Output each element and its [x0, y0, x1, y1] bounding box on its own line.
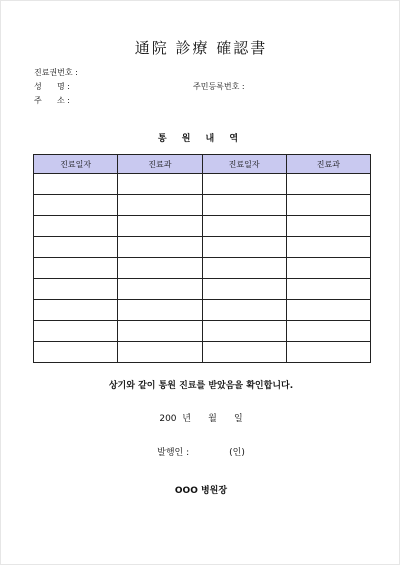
table-cell [34, 195, 118, 216]
issue-date-line: 200 년 월 일 [159, 414, 243, 424]
table-cell [202, 216, 286, 237]
table-header-row [34, 155, 371, 174]
table-cell [202, 195, 286, 216]
table-row [34, 258, 371, 279]
table-row [34, 279, 371, 300]
issuer-line: 발행인 : (인) [157, 448, 245, 458]
table-cell [34, 174, 118, 195]
table-cell [34, 237, 118, 258]
table-cell [118, 321, 202, 342]
visit-history-title: 통 원 내 역 [157, 134, 245, 144]
table-cell [34, 300, 118, 321]
table-cell [286, 216, 370, 237]
table-cell [202, 300, 286, 321]
header-department: 진료과 [286, 155, 370, 174]
hospital-director-line: OOO 병원장 [174, 486, 228, 496]
document-title: 通院 診療 確認書 [134, 39, 268, 57]
table-cell [118, 258, 202, 279]
table-row [34, 216, 371, 237]
table-cell [202, 279, 286, 300]
table-cell [202, 321, 286, 342]
table-row [34, 342, 371, 363]
header-department: 진료과 [118, 155, 202, 174]
name-label: 성 명 : [34, 82, 70, 91]
table-cell [118, 279, 202, 300]
table-cell [286, 321, 370, 342]
header-visit-date: 진료일자 [202, 155, 286, 174]
table-row [34, 237, 371, 258]
table-cell [118, 300, 202, 321]
table-cell [202, 258, 286, 279]
header-visit-date: 진료일자 [34, 155, 118, 174]
table-cell [118, 342, 202, 363]
table-cell [202, 237, 286, 258]
table-row [34, 174, 371, 195]
confirmation-statement: 상기와 같이 통원 진료를 받았음을 확인합니다. [108, 381, 294, 391]
table-cell [34, 342, 118, 363]
table-cell [202, 342, 286, 363]
table-cell [286, 300, 370, 321]
table-row [34, 195, 371, 216]
table-cell [34, 216, 118, 237]
table-cell [202, 174, 286, 195]
table-cell [286, 237, 370, 258]
table-cell [34, 279, 118, 300]
chart-number-label: 진료권번호 : [34, 68, 78, 77]
table-cell [286, 258, 370, 279]
table-row [34, 321, 371, 342]
table-cell [286, 195, 370, 216]
table-cell [34, 258, 118, 279]
table-cell [118, 195, 202, 216]
table-cell [286, 279, 370, 300]
table-cell [118, 174, 202, 195]
table-row [34, 300, 371, 321]
table-cell [118, 216, 202, 237]
table-cell [286, 342, 370, 363]
visit-records-table [33, 154, 371, 363]
address-label: 주 소 : [34, 96, 70, 105]
table-cell [118, 237, 202, 258]
resident-number-label: 주민등록번호 : [193, 82, 245, 91]
table-cell [286, 174, 370, 195]
table-cell [34, 321, 118, 342]
